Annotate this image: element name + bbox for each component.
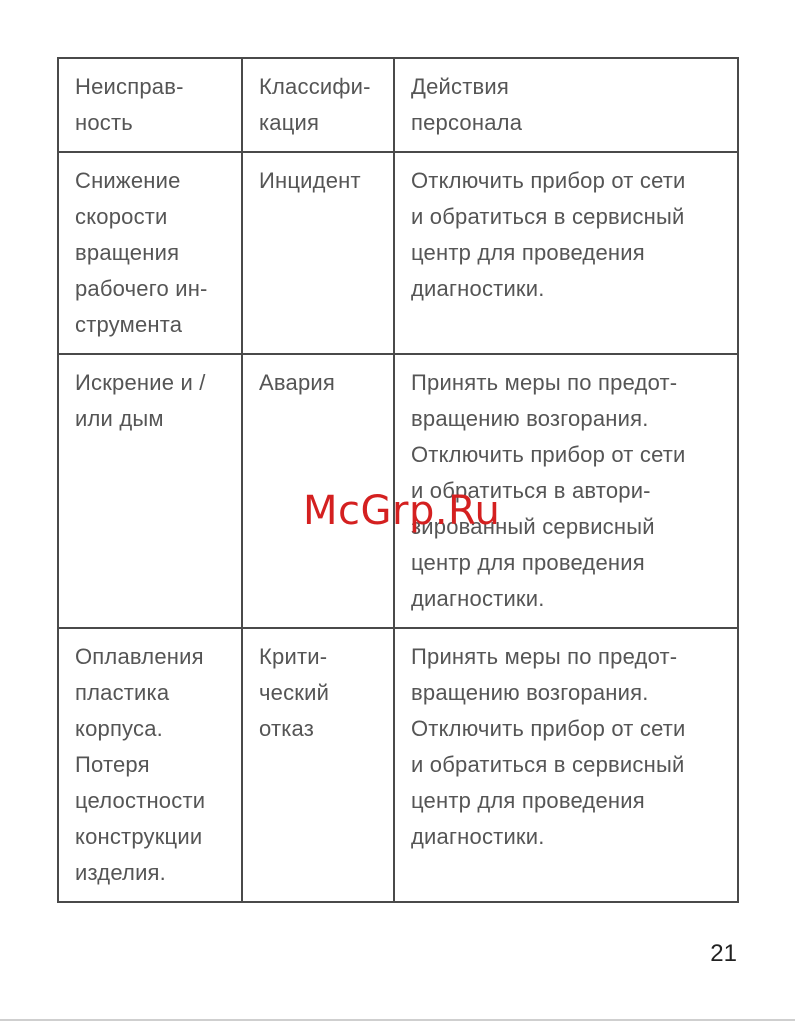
cell-action: Принять меры по предот- вращению возгорания. Отключить прибор от сети и обратиться в сервисный центр для проведения диагностики. (394, 628, 738, 902)
cell-fault: Искрение и / или дым (58, 354, 242, 628)
cell-classification: Крити- ческий отказ (242, 628, 394, 902)
header-action: Действия персонала (394, 58, 738, 152)
page-number: 21 (710, 940, 737, 967)
watermark: McGrp.Ru (303, 488, 501, 534)
cell-classification: Инцидент (242, 152, 394, 354)
table-header-row (58, 58, 738, 152)
header-fault: Неисправ- ность (58, 58, 242, 152)
cell-classification: Авария (242, 354, 394, 628)
cell-action: Отключить прибор от сети и обратиться в сервисный центр для проведения диагностики. (394, 152, 738, 354)
table-row (58, 152, 738, 354)
table-row (58, 628, 738, 902)
cell-fault: Оплавления пластика корпуса. Потеря целостности конструкции изделия. (58, 628, 242, 902)
cell-action: Принять меры по предот- вращению возгорания. Отключить прибор от сети и обратиться в автори- зированный сервисный центр для проведения диагностики. (394, 354, 738, 628)
header-classification: Классифи- кация (242, 58, 394, 152)
fault-table (57, 57, 739, 903)
cell-fault: Снижение скорости вращения рабочего ин- струмента (58, 152, 242, 354)
